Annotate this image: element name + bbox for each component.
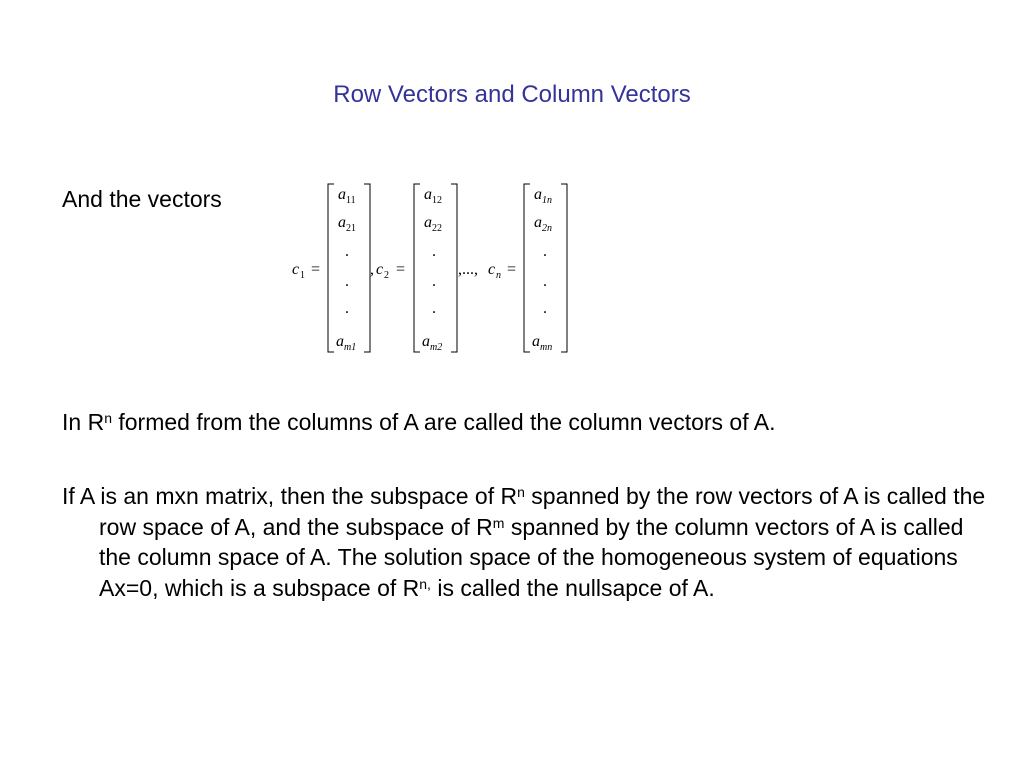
vector-dot: . xyxy=(432,243,436,260)
svg-text:a: a xyxy=(422,333,430,350)
vector-dot: . xyxy=(345,300,349,317)
svg-text:11: 11 xyxy=(346,195,356,206)
svg-text:c: c xyxy=(376,261,384,278)
superscript: m xyxy=(492,514,505,531)
paragraph-text: spanned by the column vectors of A is called the column space of A. The solution space of the homogeneous system of equations Ax=0, which is a subspace of R xyxy=(99,513,964,601)
vector-dot: . xyxy=(543,243,547,260)
svg-text:c: c xyxy=(292,261,300,278)
svg-text:,: , xyxy=(370,261,374,278)
paragraph-text: spanned by the row vectors of A is called the row space of A, and the subspace of R xyxy=(99,483,986,540)
svg-text:12: 12 xyxy=(432,195,442,206)
column-vector-n xyxy=(524,184,567,353)
svg-text:a: a xyxy=(338,214,346,231)
left-bracket xyxy=(328,184,334,352)
svg-text:22: 22 xyxy=(432,223,442,234)
column-vectors-definition xyxy=(62,407,982,438)
vector-entry xyxy=(422,333,442,353)
svg-text:c: c xyxy=(488,261,496,278)
vector-entry xyxy=(336,333,356,353)
svg-text:a: a xyxy=(336,333,344,350)
svg-text:n: n xyxy=(496,270,501,281)
column-vectors-equation xyxy=(280,176,580,362)
intro-text: And the vectors xyxy=(62,186,222,212)
paragraph-text: formed from the columns of A are called the column vectors of A. xyxy=(111,409,776,435)
slide-title: Row Vectors and Column Vectors xyxy=(333,81,691,108)
paragraph-text: In R xyxy=(62,409,105,435)
vector-entry xyxy=(424,186,442,206)
svg-text:2n: 2n xyxy=(542,223,552,234)
superscript: n xyxy=(104,410,112,426)
svg-text:1: 1 xyxy=(300,270,305,281)
vector-entry xyxy=(532,333,552,353)
lhs-c2 xyxy=(370,261,405,281)
vector-dot: . xyxy=(543,273,547,290)
row-column-null-space-definition xyxy=(62,481,999,603)
vector-dot: . xyxy=(345,243,349,260)
paragraph-text: is called the nullsapce of A. xyxy=(430,574,715,601)
svg-text:m2: m2 xyxy=(430,342,443,353)
vector-dot: . xyxy=(432,273,436,290)
left-bracket xyxy=(524,184,530,352)
svg-text:a: a xyxy=(424,214,432,231)
svg-text:2: 2 xyxy=(384,270,389,281)
left-bracket xyxy=(414,184,420,352)
vector-dot: . xyxy=(543,300,547,317)
lhs-c1 xyxy=(292,261,320,281)
vector-dot: . xyxy=(432,300,436,317)
svg-text:,...,: ,..., xyxy=(458,261,478,278)
right-bracket xyxy=(561,184,567,352)
svg-text:mn: mn xyxy=(540,342,553,353)
svg-text:1n: 1n xyxy=(542,195,552,206)
svg-text:=: = xyxy=(507,261,517,278)
svg-text:21: 21 xyxy=(346,223,356,234)
vector-entry xyxy=(338,186,356,206)
column-vector-1 xyxy=(328,184,370,353)
vector-entry xyxy=(534,186,552,206)
vector-entry xyxy=(338,214,356,234)
svg-text:=: = xyxy=(311,261,321,278)
vector-entry xyxy=(534,214,552,234)
svg-text:a: a xyxy=(338,186,346,203)
svg-text:=: = xyxy=(396,261,406,278)
right-bracket xyxy=(451,184,457,352)
svg-text:a: a xyxy=(424,186,432,203)
svg-text:m1: m1 xyxy=(344,342,357,353)
superscript: n, xyxy=(419,575,431,592)
svg-text:a: a xyxy=(532,333,540,350)
svg-text:a: a xyxy=(534,214,542,231)
lhs-cn xyxy=(458,261,516,281)
vector-entry xyxy=(424,214,442,234)
column-vector-2 xyxy=(414,184,457,353)
svg-text:a: a xyxy=(534,186,542,203)
superscript: n xyxy=(517,484,525,500)
paragraph-text: If A is an mxn matrix, then the subspace of R xyxy=(62,483,518,509)
vector-dot: . xyxy=(345,273,349,290)
